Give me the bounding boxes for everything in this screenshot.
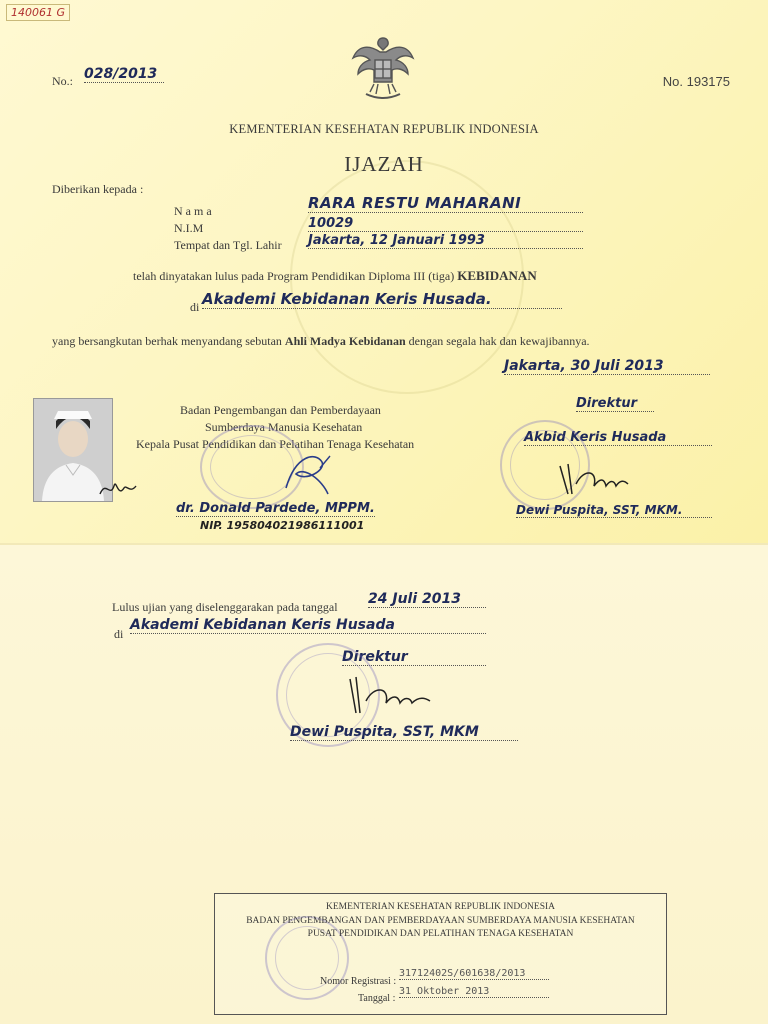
garuda-emblem-icon [350,32,416,104]
academic-title: Ahli Madya Kebidanan [284,334,406,348]
title-statement [52,334,590,349]
number-label: No.: [52,74,73,88]
registration-line2: BADAN PENGEMBANGAN DAN PEMBERDAYAAN SUMBERDAYA MANUSIA KESEHATAN [246,916,635,926]
back-director-title: Direktur [342,649,486,666]
number-value: 028/2013 [84,66,164,83]
back-di-label: di [114,627,124,641]
registration-date-label: Tanggal : [358,993,396,1004]
exam-label: Lulus ujian yang diselenggarakan pada tanggal [112,600,338,614]
birth-value: Jakarta, 12 Januari 1993 [308,233,583,249]
nim-label: N.I.M [174,221,204,235]
program-name: KEBIDANAN [457,268,537,283]
right-signatory-title: Direktur [576,396,654,412]
left-org-line1: Badan Pengembangan dan Pemberdayaan [180,403,381,417]
given-to-label: Diberikan kepada : [52,182,144,196]
registration-date-value: 31 Oktober 2013 [399,986,549,998]
registration-line1: KEMENTERIAN KESEHATAN REPUBLIK INDONESIA [325,902,556,912]
archive-mark: 140061 G [6,4,70,21]
title-text-pre: yang bersangkutan berhak menyandang sebutan [52,334,282,348]
back-institution: Akademi Kebidanan Keris Husada [130,617,486,634]
document-title: IJAZAH [344,152,424,176]
diploma-back [0,545,768,1024]
left-signatory-nip: NIP. 195804021986111001 [200,519,365,532]
back-signature [340,671,440,719]
title-text-post: dengan segala hak dan kewajibannya. [408,334,590,348]
registration-number-value: 31712402S/601638/2013 [399,968,549,980]
photo-signature [96,474,146,504]
left-signatory-name: dr. Donald Pardede, MPPM. [176,501,375,516]
left-org-line3: Kepala Pusat Pendidikan dan Pelatihan Tenaga Kesehatan [136,437,415,451]
registration-line3: PUSAT PENDIDIKAN DAN PELATIHAN TENAGA KESEHATAN [307,929,574,939]
right-signature [554,456,634,502]
institution-value: Akademi Kebidanan Keris Husada. [202,290,562,309]
ministry-heading: KEMENTERIAN KESEHATAN REPUBLIK INDONESIA [229,122,539,136]
name-value: RARA RESTU MAHARANI [308,194,583,213]
right-signatory-name: Dewi Puspita, SST, MKM. [516,503,712,518]
place-date: Jakarta, 30 Juli 2013 [504,358,710,375]
left-signature [276,448,336,500]
passed-text: telah dinyatakan lulus pada Program Pendidikan Diploma III (tiga) [133,269,455,283]
passed-statement [133,268,537,284]
di-label: di [190,300,200,314]
left-org-line2: Sumberdaya Manusia Kesehatan [205,420,363,434]
serial-number: No. 193175 [662,74,730,89]
nim-value: 10029 [308,216,583,232]
registration-number-label: Nomor Registrasi : [320,976,397,987]
right-signatory-institution: Akbid Keris Husada [524,430,712,446]
name-label: N a m a [174,204,212,218]
birth-label: Tempat dan Tgl. Lahir [174,238,282,252]
registration-box [214,893,667,1015]
exam-date: 24 Juli 2013 [368,591,486,608]
back-director-name: Dewi Puspita, SST, MKM [290,724,518,741]
